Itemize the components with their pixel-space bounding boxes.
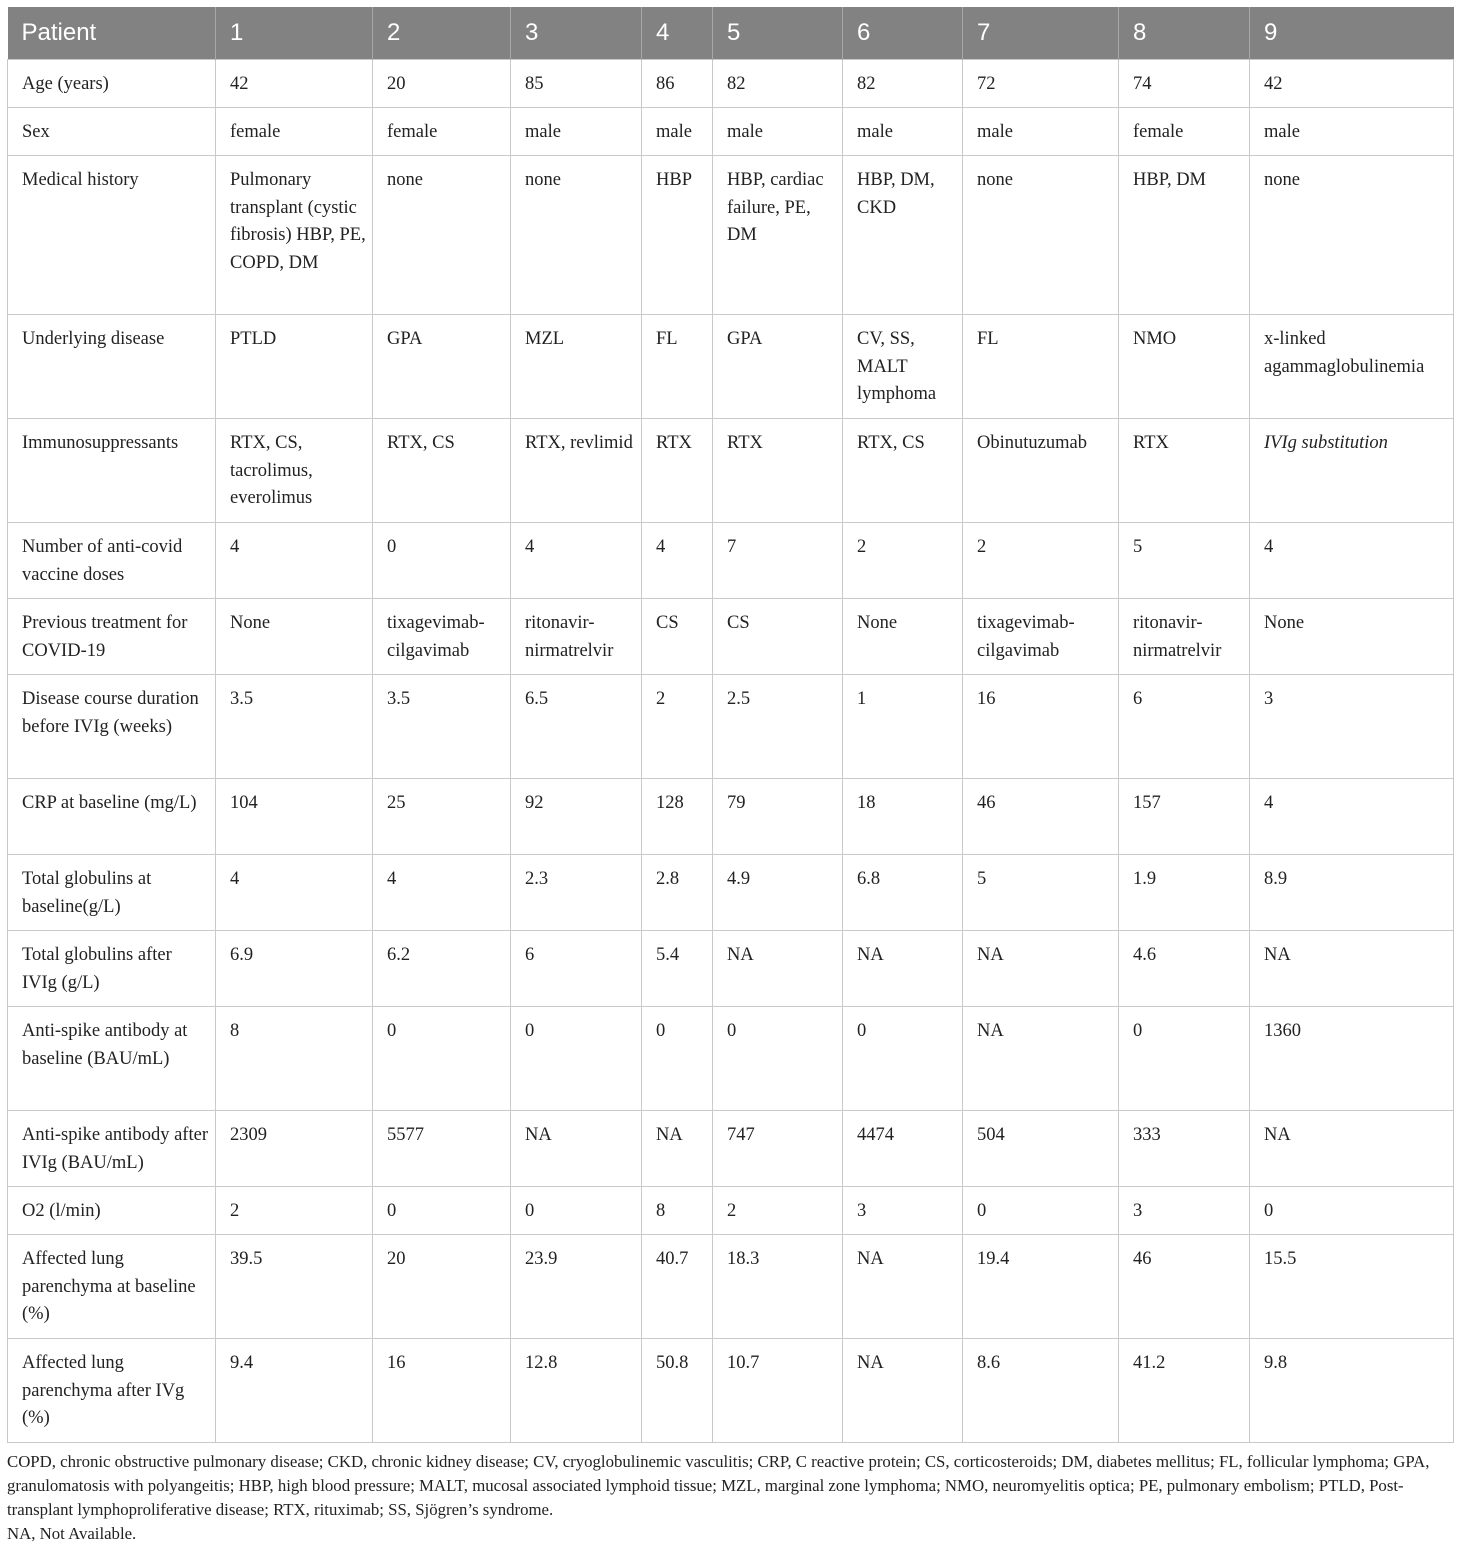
table-cell: RTX, CS [843, 419, 963, 523]
table-cell: none [963, 156, 1119, 315]
table-cell: 157 [1119, 779, 1250, 855]
table-cell: HBP, cardiac failure, PE, DM [713, 156, 843, 315]
row-label: Affected lung parenchyma at baseline (%) [8, 1235, 216, 1339]
table-cell: 18 [843, 779, 963, 855]
table-cell: 504 [963, 1111, 1119, 1187]
row-label: Anti-spike antibody after IVIg (BAU/mL) [8, 1111, 216, 1187]
table-cell: 5.4 [642, 931, 713, 1007]
table-cell: NA [1250, 931, 1454, 1007]
table-cell: 128 [642, 779, 713, 855]
table-cell: 5577 [373, 1111, 511, 1187]
table-cell: 4.6 [1119, 931, 1250, 1007]
table-cell: 46 [1119, 1235, 1250, 1339]
table-cell: 4 [373, 855, 511, 931]
table-cell: 0 [1250, 1187, 1454, 1235]
header-patient-8: 8 [1119, 7, 1250, 60]
table-cell: HBP, DM [1119, 156, 1250, 315]
table-cell: 79 [713, 779, 843, 855]
table-row [8, 931, 1454, 1007]
table-cell: 15.5 [1250, 1235, 1454, 1339]
table-cell: 92 [511, 779, 642, 855]
table-cell: 4 [216, 855, 373, 931]
header-patient-1: 1 [216, 7, 373, 60]
table-cell: 23.9 [511, 1235, 642, 1339]
table-cell: 6 [1119, 675, 1250, 779]
row-label: Total globulins after IVIg (g/L) [8, 931, 216, 1007]
table-cell: 7 [713, 523, 843, 599]
table-cell: 46 [963, 779, 1119, 855]
table-cell: 2 [843, 523, 963, 599]
table-cell: 5 [1119, 523, 1250, 599]
table-cell: RTX [713, 419, 843, 523]
table-cell: None [216, 599, 373, 675]
table-cell: 82 [713, 60, 843, 108]
table-cell: 4 [1250, 523, 1454, 599]
table-cell: 0 [713, 1007, 843, 1111]
table-cell: NA [843, 931, 963, 1007]
table-cell: 1360 [1250, 1007, 1454, 1111]
table-cell: 2.3 [511, 855, 642, 931]
table-header-row [8, 7, 1454, 60]
table-cell: none [373, 156, 511, 315]
row-label: Anti-spike antibody at baseline (BAU/mL) [8, 1007, 216, 1111]
table-cell: 2 [963, 523, 1119, 599]
table-cell: 16 [373, 1339, 511, 1443]
table-cell: NA [511, 1111, 642, 1187]
table-cell: 5 [963, 855, 1119, 931]
table-cell: 2 [216, 1187, 373, 1235]
table-cell: 82 [843, 60, 963, 108]
table-cell: 20 [373, 1235, 511, 1339]
table-cell: 4 [216, 523, 373, 599]
table-cell: 4.9 [713, 855, 843, 931]
table-cell: GPA [373, 315, 511, 419]
abbreviations-note: COPD, chronic obstructive pulmonary disease; CKD, chronic kidney disease; CV, cryoglobulinemic vasculitis; CRP, C reactive protein; CS, corticosteroids; DM, diabetes mellitus; FL, follicular lymphoma; GPA, granulomatosis with polyangeitis; HBP, high blood pressure; MALT, mucosal associated lymphoid tissue; MZL, marginal zone lymphoma; NMO, neuromyelitis optica; PE, pulmonary embolism; PTLD, Post-transplant lymphoproliferative disease; RTX, rituximab; SS, Sjögren’s syndrome. [7, 1452, 1430, 1519]
table-cell: RTX [1119, 419, 1250, 523]
table-cell: NA [963, 931, 1119, 1007]
table-cell: male [963, 108, 1119, 156]
table-cell: Obinutuzumab [963, 419, 1119, 523]
table-cell: 747 [713, 1111, 843, 1187]
table-row [8, 675, 1454, 779]
table-cell: 1 [843, 675, 963, 779]
table-row [8, 779, 1454, 855]
header-patient-3: 3 [511, 7, 642, 60]
table-cell: 9.4 [216, 1339, 373, 1443]
table-cell: 4474 [843, 1111, 963, 1187]
table-cell: 19.4 [963, 1235, 1119, 1339]
table-cell: 2 [642, 675, 713, 779]
table-cell: ritonavir-nirmatrelvir [1119, 599, 1250, 675]
table-cell: 2.8 [642, 855, 713, 931]
table-row [8, 599, 1454, 675]
table-cell: 4 [1250, 779, 1454, 855]
table-cell: 8.9 [1250, 855, 1454, 931]
table-cell: 2309 [216, 1111, 373, 1187]
table-cell: NA [843, 1235, 963, 1339]
table-row [8, 108, 1454, 156]
table-cell: None [843, 599, 963, 675]
table-row [8, 1339, 1454, 1443]
table-cell: NA [963, 1007, 1119, 1111]
table-row [8, 419, 1454, 523]
table-cell: RTX, revlimid [511, 419, 642, 523]
table-cell: none [511, 156, 642, 315]
table-cell: 6.9 [216, 931, 373, 1007]
row-label: Affected lung parenchyma after IVg (%) [8, 1339, 216, 1443]
table-cell: 74 [1119, 60, 1250, 108]
table-cell: 6.8 [843, 855, 963, 931]
header-patient-5: 5 [713, 7, 843, 60]
table-cell: 41.2 [1119, 1339, 1250, 1443]
table-cell: GPA [713, 315, 843, 419]
table-cell: 0 [642, 1007, 713, 1111]
table-cell: 86 [642, 60, 713, 108]
table-cell: 42 [216, 60, 373, 108]
header-patient-2: 2 [373, 7, 511, 60]
table-cell: male [1250, 108, 1454, 156]
table-cell: male [511, 108, 642, 156]
table-cell: FL [963, 315, 1119, 419]
table-cell: 9.8 [1250, 1339, 1454, 1443]
row-label: Previous treatment for COVID-19 [8, 599, 216, 675]
table-cell: 0 [373, 1007, 511, 1111]
header-patient: Patient [8, 7, 216, 60]
table-row [8, 1111, 1454, 1187]
table-cell: 16 [963, 675, 1119, 779]
table-cell: IVIg substitution [1250, 419, 1454, 523]
table-cell: 85 [511, 60, 642, 108]
header-patient-7: 7 [963, 7, 1119, 60]
row-label: Sex [8, 108, 216, 156]
table-cell: FL [642, 315, 713, 419]
table-row [8, 523, 1454, 599]
table-cell: MZL [511, 315, 642, 419]
table-cell: male [642, 108, 713, 156]
row-label: Number of anti-covid vaccine doses [8, 523, 216, 599]
table-cell: 3.5 [216, 675, 373, 779]
table-cell: 0 [511, 1187, 642, 1235]
table-cell: 3 [1119, 1187, 1250, 1235]
table-cell: 0 [373, 1187, 511, 1235]
table-cell: 104 [216, 779, 373, 855]
row-label: CRP at baseline (mg/L) [8, 779, 216, 855]
table-cell: x-linked agammaglobulinemia [1250, 315, 1454, 419]
table-cell: 40.7 [642, 1235, 713, 1339]
table-cell: 2.5 [713, 675, 843, 779]
table-cell: HBP, DM, CKD [843, 156, 963, 315]
table-row [8, 1235, 1454, 1339]
table-cell: 3 [843, 1187, 963, 1235]
row-label: Underlying disease [8, 315, 216, 419]
table-cell: 333 [1119, 1111, 1250, 1187]
table-row [8, 315, 1454, 419]
table-cell: NA [713, 931, 843, 1007]
table-footnote [7, 1450, 1457, 1546]
table-cell: ritonavir-nirmatrelvir [511, 599, 642, 675]
table-cell: 8.6 [963, 1339, 1119, 1443]
table-cell: Pulmonary transplant (cystic fibrosis) HBP, PE, COPD, DM [216, 156, 373, 315]
table-cell: 39.5 [216, 1235, 373, 1339]
table-cell: 8 [216, 1007, 373, 1111]
table-cell: None [1250, 599, 1454, 675]
table-cell: 72 [963, 60, 1119, 108]
table-cell: 1.9 [1119, 855, 1250, 931]
table-cell: 0 [1119, 1007, 1250, 1111]
table-cell: 2 [713, 1187, 843, 1235]
table-cell: male [713, 108, 843, 156]
header-patient-4: 4 [642, 7, 713, 60]
table-row [8, 855, 1454, 931]
table-cell: NA [1250, 1111, 1454, 1187]
table-cell: tixagevimab-cilgavimab [373, 599, 511, 675]
table-cell: 10.7 [713, 1339, 843, 1443]
table-cell: 25 [373, 779, 511, 855]
table-cell: 18.3 [713, 1235, 843, 1339]
row-label: Total globulins at baseline(g/L) [8, 855, 216, 931]
row-label: Age (years) [8, 60, 216, 108]
table-cell: 0 [373, 523, 511, 599]
row-label: Disease course duration before IVIg (weeks) [8, 675, 216, 779]
table-cell: 0 [843, 1007, 963, 1111]
table-cell: male [843, 108, 963, 156]
table-cell: 0 [963, 1187, 1119, 1235]
table-cell: 3 [1250, 675, 1454, 779]
table-cell: NA [843, 1339, 963, 1443]
header-patient-9: 9 [1250, 7, 1454, 60]
table-cell: 4 [511, 523, 642, 599]
row-label: O2 (l/min) [8, 1187, 216, 1235]
table-cell: CS [713, 599, 843, 675]
table-cell: RTX, CS, tacrolimus, everolimus [216, 419, 373, 523]
table-cell: NMO [1119, 315, 1250, 419]
table-cell: PTLD [216, 315, 373, 419]
table-cell: 42 [1250, 60, 1454, 108]
table-cell: female [373, 108, 511, 156]
patient-characteristics-table [7, 7, 1454, 1443]
table-cell: 3.5 [373, 675, 511, 779]
table-cell: 0 [511, 1007, 642, 1111]
table-cell: 6 [511, 931, 642, 1007]
row-label: Medical history [8, 156, 216, 315]
table-cell: NA [642, 1111, 713, 1187]
table-cell: 12.8 [511, 1339, 642, 1443]
table-cell: female [216, 108, 373, 156]
table-cell: 4 [642, 523, 713, 599]
table-row [8, 1187, 1454, 1235]
table-cell: 8 [642, 1187, 713, 1235]
table-cell: 50.8 [642, 1339, 713, 1443]
na-note: NA, Not Available. [7, 1524, 137, 1543]
table-row [8, 60, 1454, 108]
table-cell: female [1119, 108, 1250, 156]
table-cell: RTX, CS [373, 419, 511, 523]
row-label: Immunosuppressants [8, 419, 216, 523]
table-cell: CV, SS, MALT lymphoma [843, 315, 963, 419]
table-cell: none [1250, 156, 1454, 315]
table-cell: tixagevimab-cilgavimab [963, 599, 1119, 675]
table-row [8, 1007, 1454, 1111]
table-cell: RTX [642, 419, 713, 523]
table-cell: CS [642, 599, 713, 675]
table-row [8, 156, 1454, 315]
table-cell: 6.5 [511, 675, 642, 779]
table-cell: 6.2 [373, 931, 511, 1007]
table-cell: 20 [373, 60, 511, 108]
header-patient-6: 6 [843, 7, 963, 60]
table-cell: HBP [642, 156, 713, 315]
